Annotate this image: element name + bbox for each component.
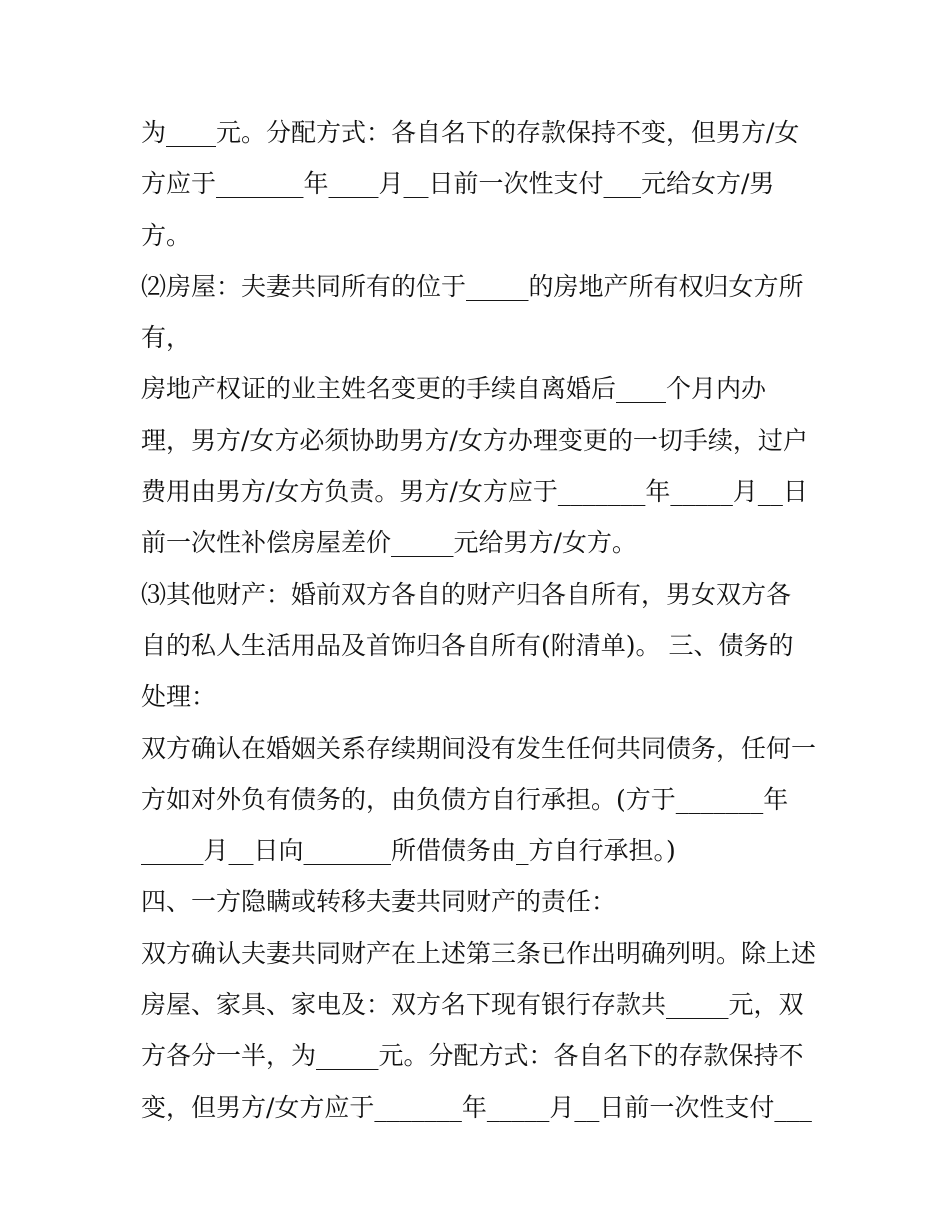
text-line: 双方确认夫妻共同财产在上述第三条已作出明确列明。除上述 [141, 938, 817, 968]
text-line: 变，但男方/女方应于_______年_____月__日前一次性支付___ [141, 1092, 812, 1122]
text-line: _____月__日向_______所借债务由_方自行承担。) [141, 836, 676, 866]
text-line: 有， [141, 323, 192, 353]
text-line: 方如对外负有债务的，由负债方自行承担。(方于_______年 [141, 784, 789, 814]
text-line: 自的私人生活用品及首饰归各自所有(附清单)。 三、债务的 [141, 630, 794, 660]
text-line: 双方确认在婚姻关系存续期间没有发生任何共同债务，任何一 [141, 733, 817, 763]
text-line: 处理： [141, 682, 217, 712]
document-body [141, 107, 831, 1133]
section-heading: 四、一方隐瞒或转移夫妻共同财产的责任： [141, 887, 617, 917]
text-line: ⑵房屋：夫妻共同所有的位于_____的房地产所有权归女方所 [141, 271, 804, 301]
text-line: 前一次性补偿房屋差价_____元给男方/女方。 [141, 528, 637, 558]
text-line: 为____元。分配方式：各自名下的存款保持不变，但男方/女 [141, 118, 800, 147]
text-line: 费用由男方/女方负责。男方/女方应于_______年_____月__日 [141, 477, 808, 507]
text-line: 方应于_______年____月__日前一次性支付___元给女方/男 [141, 169, 775, 199]
text-line: 房屋、家具、家电及：双方名下现有银行存款共_____元，双 [141, 990, 804, 1020]
text-line: 方。 [141, 220, 192, 250]
text-line: ⑶其他财产：婚前双方各自的财产归各自所有，男女双方各 [141, 579, 792, 609]
text-line: 方各分一半，为_____元。分配方式：各自名下的存款保持不 [141, 1041, 804, 1071]
text-line: 房地产权证的业主姓名变更的手续自离婚后____个月内办 [141, 374, 767, 404]
text-line: 理，男方/女方必须协助男方/女方办理变更的一切手续，过户 [141, 425, 808, 455]
